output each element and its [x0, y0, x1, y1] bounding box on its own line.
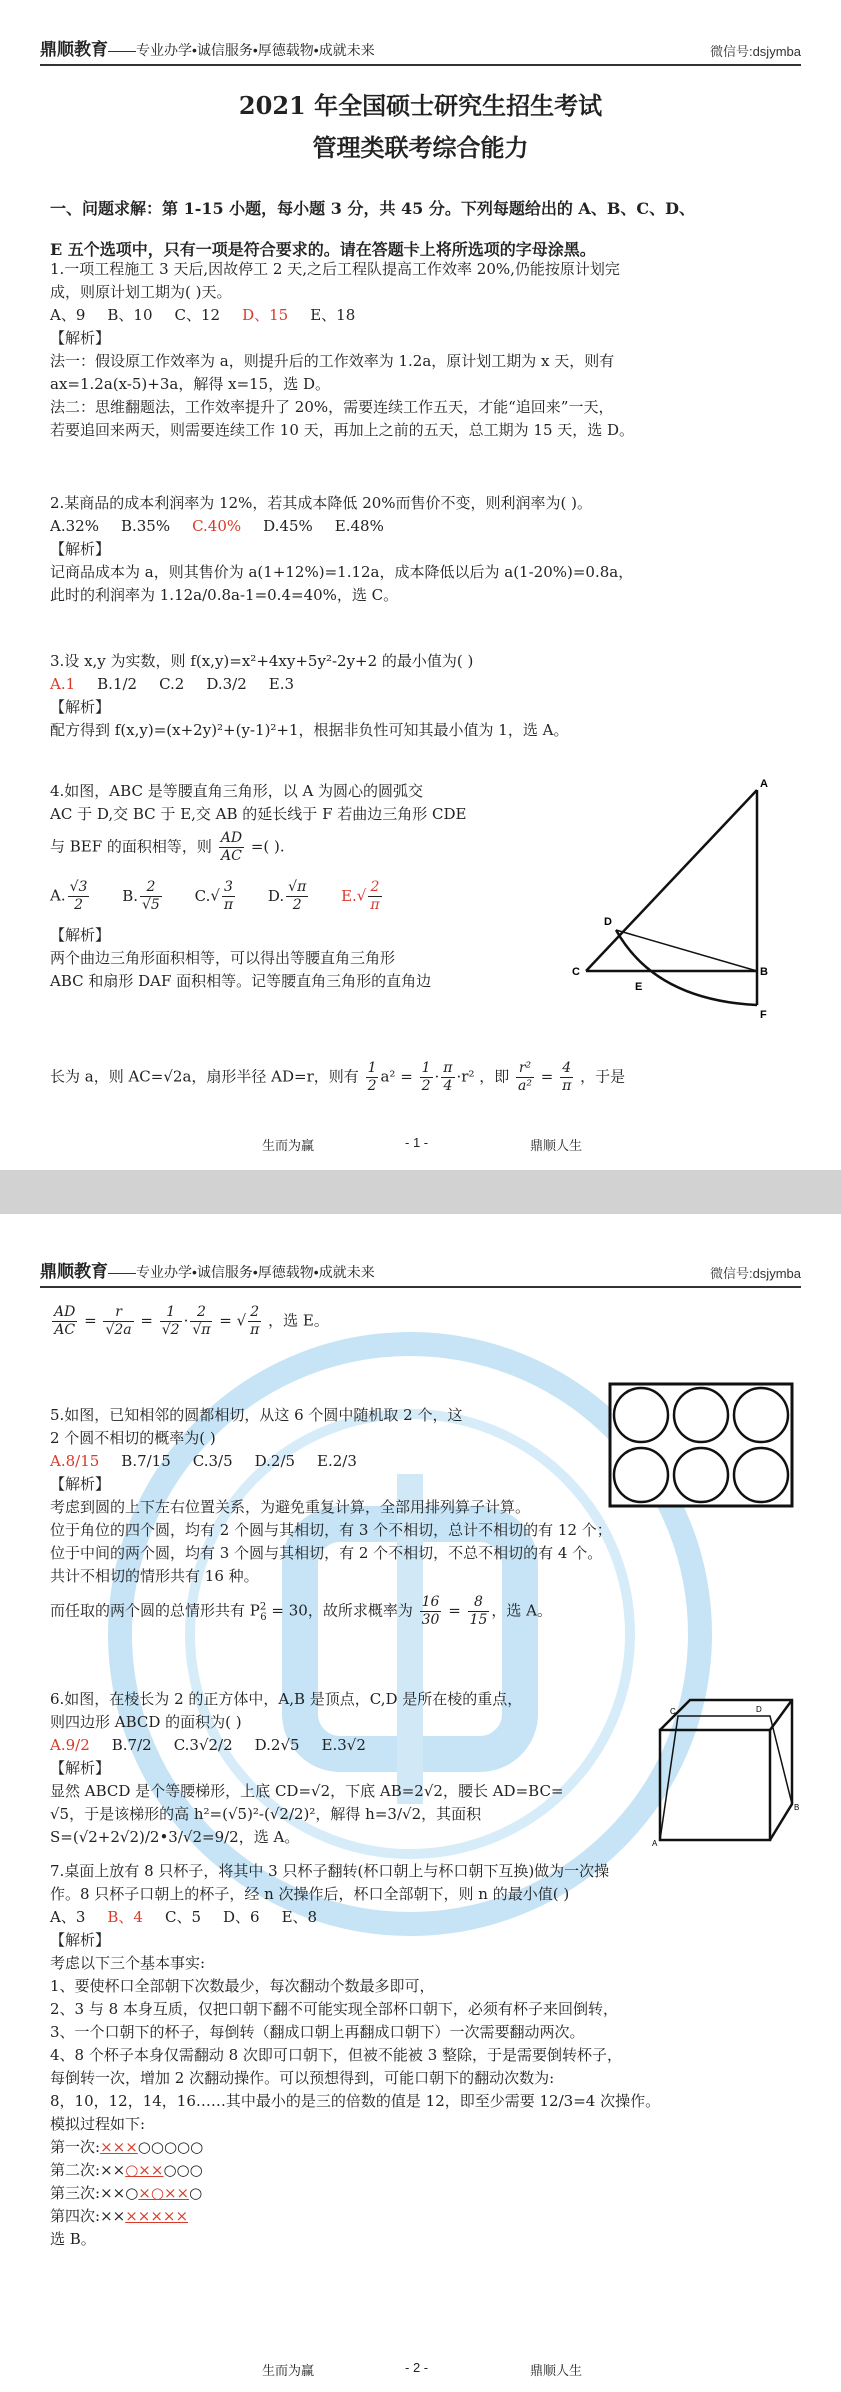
analysis-label: 【解析】: [50, 698, 111, 716]
question-6-options: A.9/2 B.7/2 C.3√2/2 D.2√5 E.3√2: [50, 1736, 366, 1754]
question-1: 1.一项工程施工 3 天后,因故停工 2 天,之后工程队提高工作效率 20%,仍能按原计划完 成，则原计划工期为( )天。 A、9 B、10 C、12 D、15 E、18 【解析】 法一：假设原工作效率为 a，则提升后的工作效率为 1.2a，原计划工期为 x 天，则有 ax=1.2a(x-5)+3a，解得 x=15，选 D。 法二：思维翻题法，工作效率提升了 20%，需要连续工作五天，才能“追回来”一天， 若要追回来两天，则需要连续工作 10 天，再加上之前的五天，总工期为 15 天，选 D。: [50, 258, 795, 442]
question-5: 5.如图，已知相邻的圆都相切，从这 6 个圆中随机取 2 个，这 2 个圆不相切的概率为( ) A.8/15 B.7/15 C.3/5 D.2/5 E.2/3 【解析】: [50, 1404, 610, 1496]
page-header: [40, 1258, 801, 1288]
question-3-options: A.1 B.1/2 C.2 D.3/2 E.3: [50, 675, 295, 693]
page-2: [0, 1214, 841, 2392]
page-number: - 2 -: [405, 2360, 429, 2375]
six-circles-figure: [608, 1382, 794, 1508]
simulation-step-1: 第一次:×××○○○○○: [50, 2138, 204, 2156]
point-a-label: A: [760, 778, 768, 790]
page-footer: 生而为赢 - 2 - 鼎顺人生: [262, 2360, 583, 2378]
ratio-fraction: $\frac{AD}{AC}$: [220, 830, 243, 864]
brand-logo: 鼎顺教育——专业办学•诚信服务•厚德载物•成就未来: [40, 40, 375, 59]
question-4: 4.如图，ABC 是等腰直角三角形，以 A 为圆心的圆弧交 AC 于 D,交 BC 于 E,交 AB 的延长线于 F 若曲边三角形 CDE 与 BEF 的面积相等，则 $\frac{AD}{AC}$ =( ). A. $\frac{√3}{2}$ B. $\frac{2}{√5}$ C.√ $\frac{3}{\pi}$ D. $\frac{√\pi}{2}$ E.√ $\frac{2}{\pi}$ 【解析】 两个曲边三角形面积相等，可以得出等腰直角三角形 ABC 和扇形 DAF 面积相等。记等腰直角三角形的直角边: [50, 780, 570, 993]
point-c-label: C: [572, 966, 580, 978]
analysis-label: 【解析】: [50, 926, 111, 944]
simulation-step-4: 第四次:×××××××: [50, 2207, 189, 2225]
cube-point-d-label: D: [756, 1705, 762, 1714]
point-d-label: D: [604, 916, 612, 928]
wechat-id: 微信号:dsjymba: [709, 44, 801, 59]
simulation-step-3: 第三次:××○×○××○: [50, 2184, 203, 2202]
exam-title: 2021 年全国硕士研究生招生考试: [238, 91, 603, 120]
page-number: - 1 -: [405, 1135, 429, 1150]
question-1-options: A、9 B、10 C、12 D、15 E、18: [50, 306, 356, 324]
cube-point-a-label: A: [652, 1839, 658, 1848]
analysis-label: 【解析】: [50, 540, 111, 558]
analysis-label: 【解析】: [50, 1475, 111, 1493]
cube-point-b-label: B: [794, 1803, 800, 1812]
page-1: [0, 0, 841, 1170]
page-footer: 生而为赢 - 1 - 鼎顺人生: [262, 1135, 583, 1153]
question-7: 7.桌面上放有 8 只杯子，将其中 3 只杯子翻转(杯口朝上与杯口朝下互换)做为一次操 作。8 只杯子口朝上的杯子，经 n 次操作后，杯口全部朝下，则 n 的最小值( ) A、3 B、4 C、5 D、6 E、8 【解析】 考虑以下三个基本事实: 1、要使杯口全部朝下次数最少，每次翻动个数最多即可， 2、3 与 8 本身互质，仅把口朝下翻不可能实现全部杯口朝下，必须有杯子来回倒转， 3、一个口朝下的杯子，每倒转（翻成口朝上再翻成口朝下）一次需要翻动两次。 4、8 个杯子本身仅需翻动 8 次即可口朝下，但被不能被 3 整除，于是需要倒转杯子， 每倒转一次，增加 2 次翻动操作。可以预想得到，可能口朝下的翻动次数为: 8，10，12，14，16……其中最小的是三的倍数的值是 12，即至少需要 12/3=4 次操作。 模拟过程如下: 第一次:×××○○○○○ 第二次:××○××○○○ 第三次:××○×○××○ 第四次:××××××× 选 B。: [50, 1860, 795, 2251]
point-b-label: B: [760, 966, 768, 978]
question-7-options: A、3 B、4 C、5 D、6 E、8: [50, 1908, 318, 1926]
page-separator: [0, 1170, 841, 1214]
question-4-solution-line: 长为 a，则 AC=√2a，扇形半径 AD=r，则有 $\frac{1}{2}$ a² = $\frac{1}{2}$ · $\frac{\pi}{4}$ ·r² ，即 $\frac{\text{r²}}{\text{a²}}$ = $\frac{4}{\pi}$ ，于是: [50, 1060, 626, 1094]
section-heading: 一、问题求解：第 1-15 小题，每小题 3 分，共 45 分。下列每题给出的 A、B、C、D、 E 五个选项中，只有一项是符合要求的。请在答题卡上将所选项的字母涂黑。: [50, 199, 695, 259]
question-4-options: A. $\frac{√3}{2}$ B. $\frac{2}{√5}$ C.√ $\frac{3}{\pi}$ D. $\frac{√\pi}{2}$ E.√ $\frac{2}{\pi}$: [50, 879, 380, 913]
question-3: 3.设 x,y 为实数，则 f(x,y)=x²+4xy+5y²-2y+2 的最小值为( ) A.1 B.1/2 C.2 D.3/2 E.3 【解析】 配方得到 f(x,y)=(x+2y)²+(y-1)²+1，根据非负性可知其最小值为 1，选 A。: [50, 650, 795, 742]
analysis-label: 【解析】: [50, 1931, 111, 1949]
question-5-options: A.8/15 B.7/15 C.3/5 D.2/5 E.2/3: [50, 1452, 357, 1470]
question-2: 2.某商品的成本利润率为 12%，若其成本降低 20%而售价不变，则利润率为( )。 A.32% B.35% C.40% D.45% E.48% 【解析】 记商品成本为 a，则其售价为 a(1+12%)=1.12a，成本降低以后为 a(1-20%)=0.8a， 此时的利润率为 1.12a/0.8a-1=0.4=40%，选 C。: [50, 492, 795, 607]
simulation-step-2: 第二次:××○××○○○: [50, 2161, 203, 2179]
exam-subtitle: 管理类联考综合能力: [312, 133, 529, 162]
point-f-label: F: [760, 1009, 767, 1021]
page-header: [40, 36, 801, 66]
triangle-arc-figure: [560, 775, 768, 1025]
point-e-label: E: [635, 981, 643, 993]
cube-figure: [652, 1692, 802, 1852]
question-2-options: A.32% B.35% C.40% D.45% E.48%: [50, 517, 384, 535]
analysis-label: 【解析】: [50, 329, 111, 347]
question-5-solution: 考虑到圆的上下左右位置关系，为避免重复计算，全部用排列算子计算。 位于角位的四个圆，均有 2 个圆与其相切，有 3 个不相切，总计不相切的有 12 个； 位于中间的两个圆，均有 3 个圆与其相切，有 2 个不相切，不总不相切的有 4 个。 共计不相切的情形共有 16 种。 而任取的两个圆的总情形共有 $P^2_6 = 30$，故所求概率为 $\frac{16}{30}$ = $\frac{8}{15}$ ，选 A。: [50, 1498, 612, 1628]
cube-point-c-label: C: [670, 1707, 676, 1716]
brand-logo: 鼎顺教育——专业办学•诚信服务•厚德载物•成就未来: [40, 1262, 375, 1281]
wechat-id: 微信号:dsjymba: [709, 1266, 801, 1281]
question-6: 6.如图，在棱长为 2 的正方体中，A,B 是顶点，C,D 是所在棱的重点， 则四边形 ABCD 的面积为( ) A.9/2 B.7/2 C.3√2/2 D.2√5 E.3√2 【解析】 显然 ABCD 是个等腰梯形，上底 CD=√2，下底 AB=2√2，腰长 AD=BC= √5，于是该梯形的高 h²=(√5)²-(√2/2)²，解得 h=3/√2，其面积 S=(√2+2√2)/2•3/√2=9/2，选 A。: [50, 1688, 650, 1849]
question-4-continued: $\frac{AD}{AC}$ = $\frac{r}{√2a}$ = $\frac{1}{√2}$ · $\frac{2}{√\pi}$ = √ $\frac{2}{\pi}$ ，选 E。: [54, 1304, 329, 1338]
analysis-label: 【解析】: [50, 1759, 111, 1777]
